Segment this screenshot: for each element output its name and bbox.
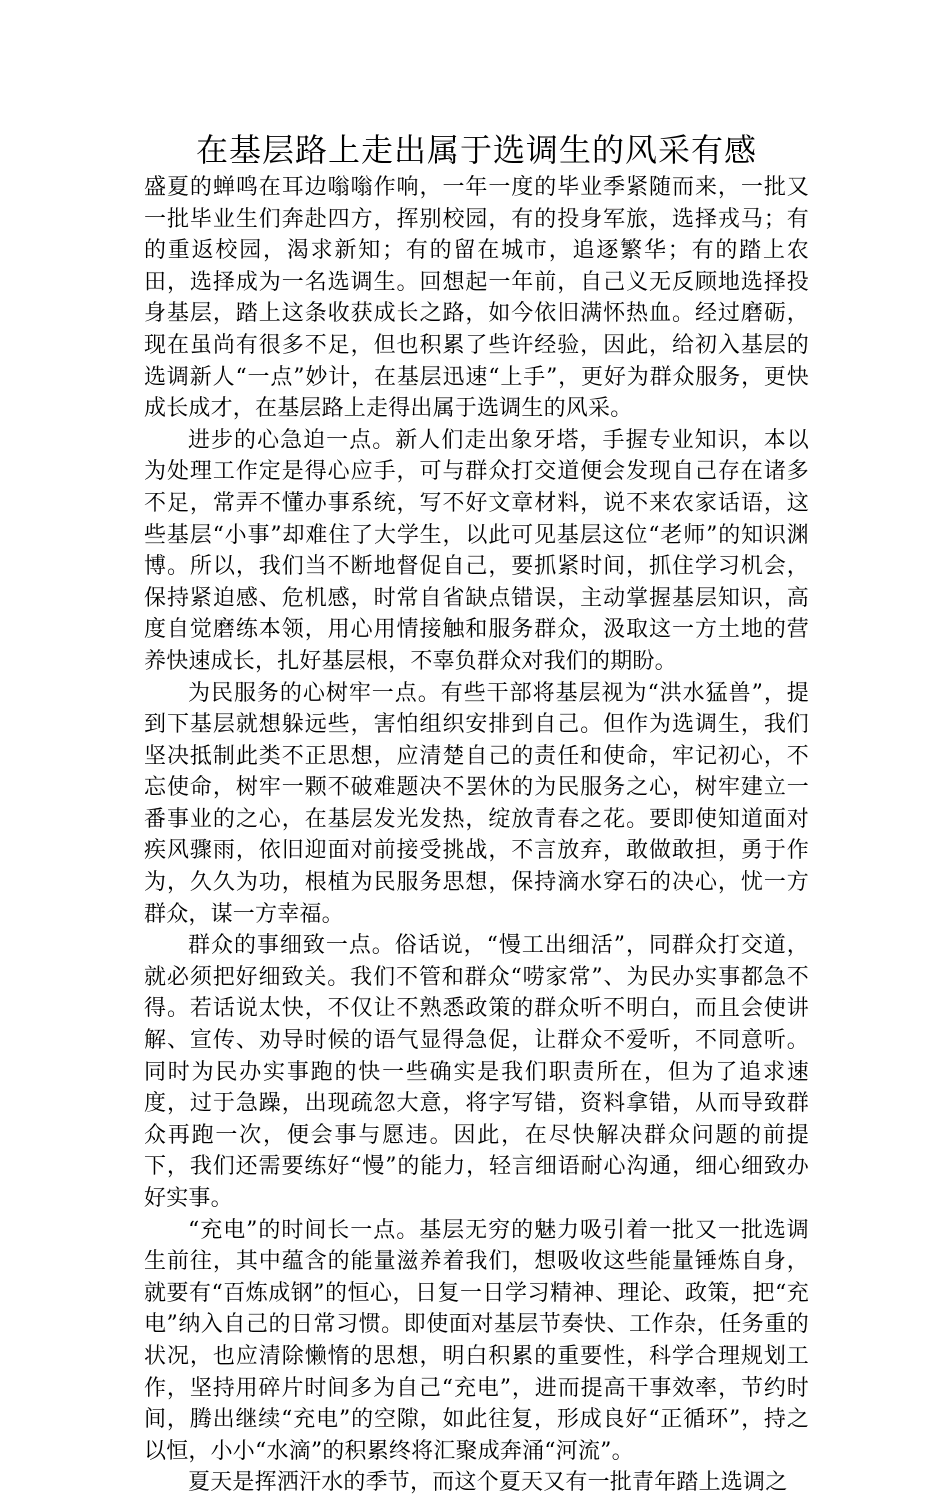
paragraph-intro: 盛夏的蝉鸣在耳边嗡嗡作响，一年一度的毕业季紧随而来，一批又一批毕业生们奔赴四方，挥别校园，有的投身军旅，选择戎马；有的重返校园，渴求新知；有的留在城市，追逐繁华；有的踏上农田，选择成为一名选调生。回想起一年前，自己义无反顾地选择投身基层，踏上这条收获成长之路，如今依旧满怀热血。经过磨砺，现在虽尚有很多不足，但也积累了些许经验，因此，给初入基层的选调新人“一点”妙计，在基层迅速“上手”，更好为群众服务，更快成长成才，在基层路上走得出属于选调生的风采。 <box>144 175 809 422</box>
document-body <box>144 128 809 1499</box>
paragraph-detail: 群众的事细致一点。俗话说，“慢工出细活”，同群众打交道，就必须把好细致关。我们不管和群众“唠家常”、为民办实事都急不得。若话说太快，不仅让不熟悉政策的群众听不明白，而且会使讲解、宣传、劝导时候的语气显得急促，让群众不爱听，不同意听。同时为民办实事跑的快一些确实是我们职责所在，但为了追求速度，过于急躁，出现疏忽大意，将字写错，资料拿错，从而导致群众再跑一次，便会事与愿违。因此，在尽快解决群众问题的前提下，我们还需要练好“慢”的能力，轻言细语耐心沟通，细心细致办好实事。 <box>144 933 809 1211</box>
paragraph-recharge: “充电”的时间长一点。基层无穷的魅力吸引着一批又一批选调生前往，其中蕴含的能量滋养着我们，想吸收这些能量锤炼自身，就要有“百炼成钢”的恒心，日复一日学习精神、理论、政策，把“充电”纳入自己的日常习惯。即使面对基层节奏快、工作杂，任务重的状况，也应清除懒惰的思想，明白积累的重要性，科学合理规划工作，坚持用碎片时间多为自己“充电”，进而提高干事效率，节约时间，腾出继续“充电”的空隙，如此往复，形成良好“正循环”，持之以恒，小小“水滴”的积累终将汇聚成奔涌“河流”。 <box>144 1217 809 1464</box>
paragraph-closing: 夏天是挥洒汗水的季节，而这个夏天又有一批青年踏上选调之 <box>188 1470 788 1496</box>
document-title: 在基层路上走出属于选调生的风采有感 <box>195 131 757 169</box>
paragraph-progress: 进步的心急迫一点。新人们走出象牙塔，手握专业知识，本以为处理工作定是得心应手，可与群众打交道便会发现自己存在诸多不足，常弄不懂办事系统，写不好文章材料，说不来农家话语，这些基层“小事”却难住了大学生，以此可见基层这位“老师”的知识渊博。所以，我们当不断地督促自己，要抓紧时间，抓住学习机会，保持紧迫感、危机感，时常自省缺点错误，主动掌握基层知识，高度自觉磨练本领，用心用情接触和服务群众，汲取这一方土地的营养快速成长，扎好基层根，不辜负群众对我们的期盼。 <box>144 427 809 674</box>
paragraph-service: 为民服务的心树牢一点。有些干部将基层视为“洪水猛兽”，提到下基层就想躲远些，害怕组织安排到自己。但作为选调生，我们坚决抵制此类不正思想，应清楚自己的责任和使命，牢记初心，不忘使命，树牢一颗不破难题决不罢休的为民服务之心，树牢建立一番事业的之心，在基层发光发热，绽放青春之花。要即使知道面对疾风骤雨，依旧迎面对前接受挑战，不言放弃，敢做敢担，勇于作为，久久为功，根植为民服务思想，保持滴水穿石的决心，忧一方群众，谋一方幸福。 <box>144 680 809 927</box>
